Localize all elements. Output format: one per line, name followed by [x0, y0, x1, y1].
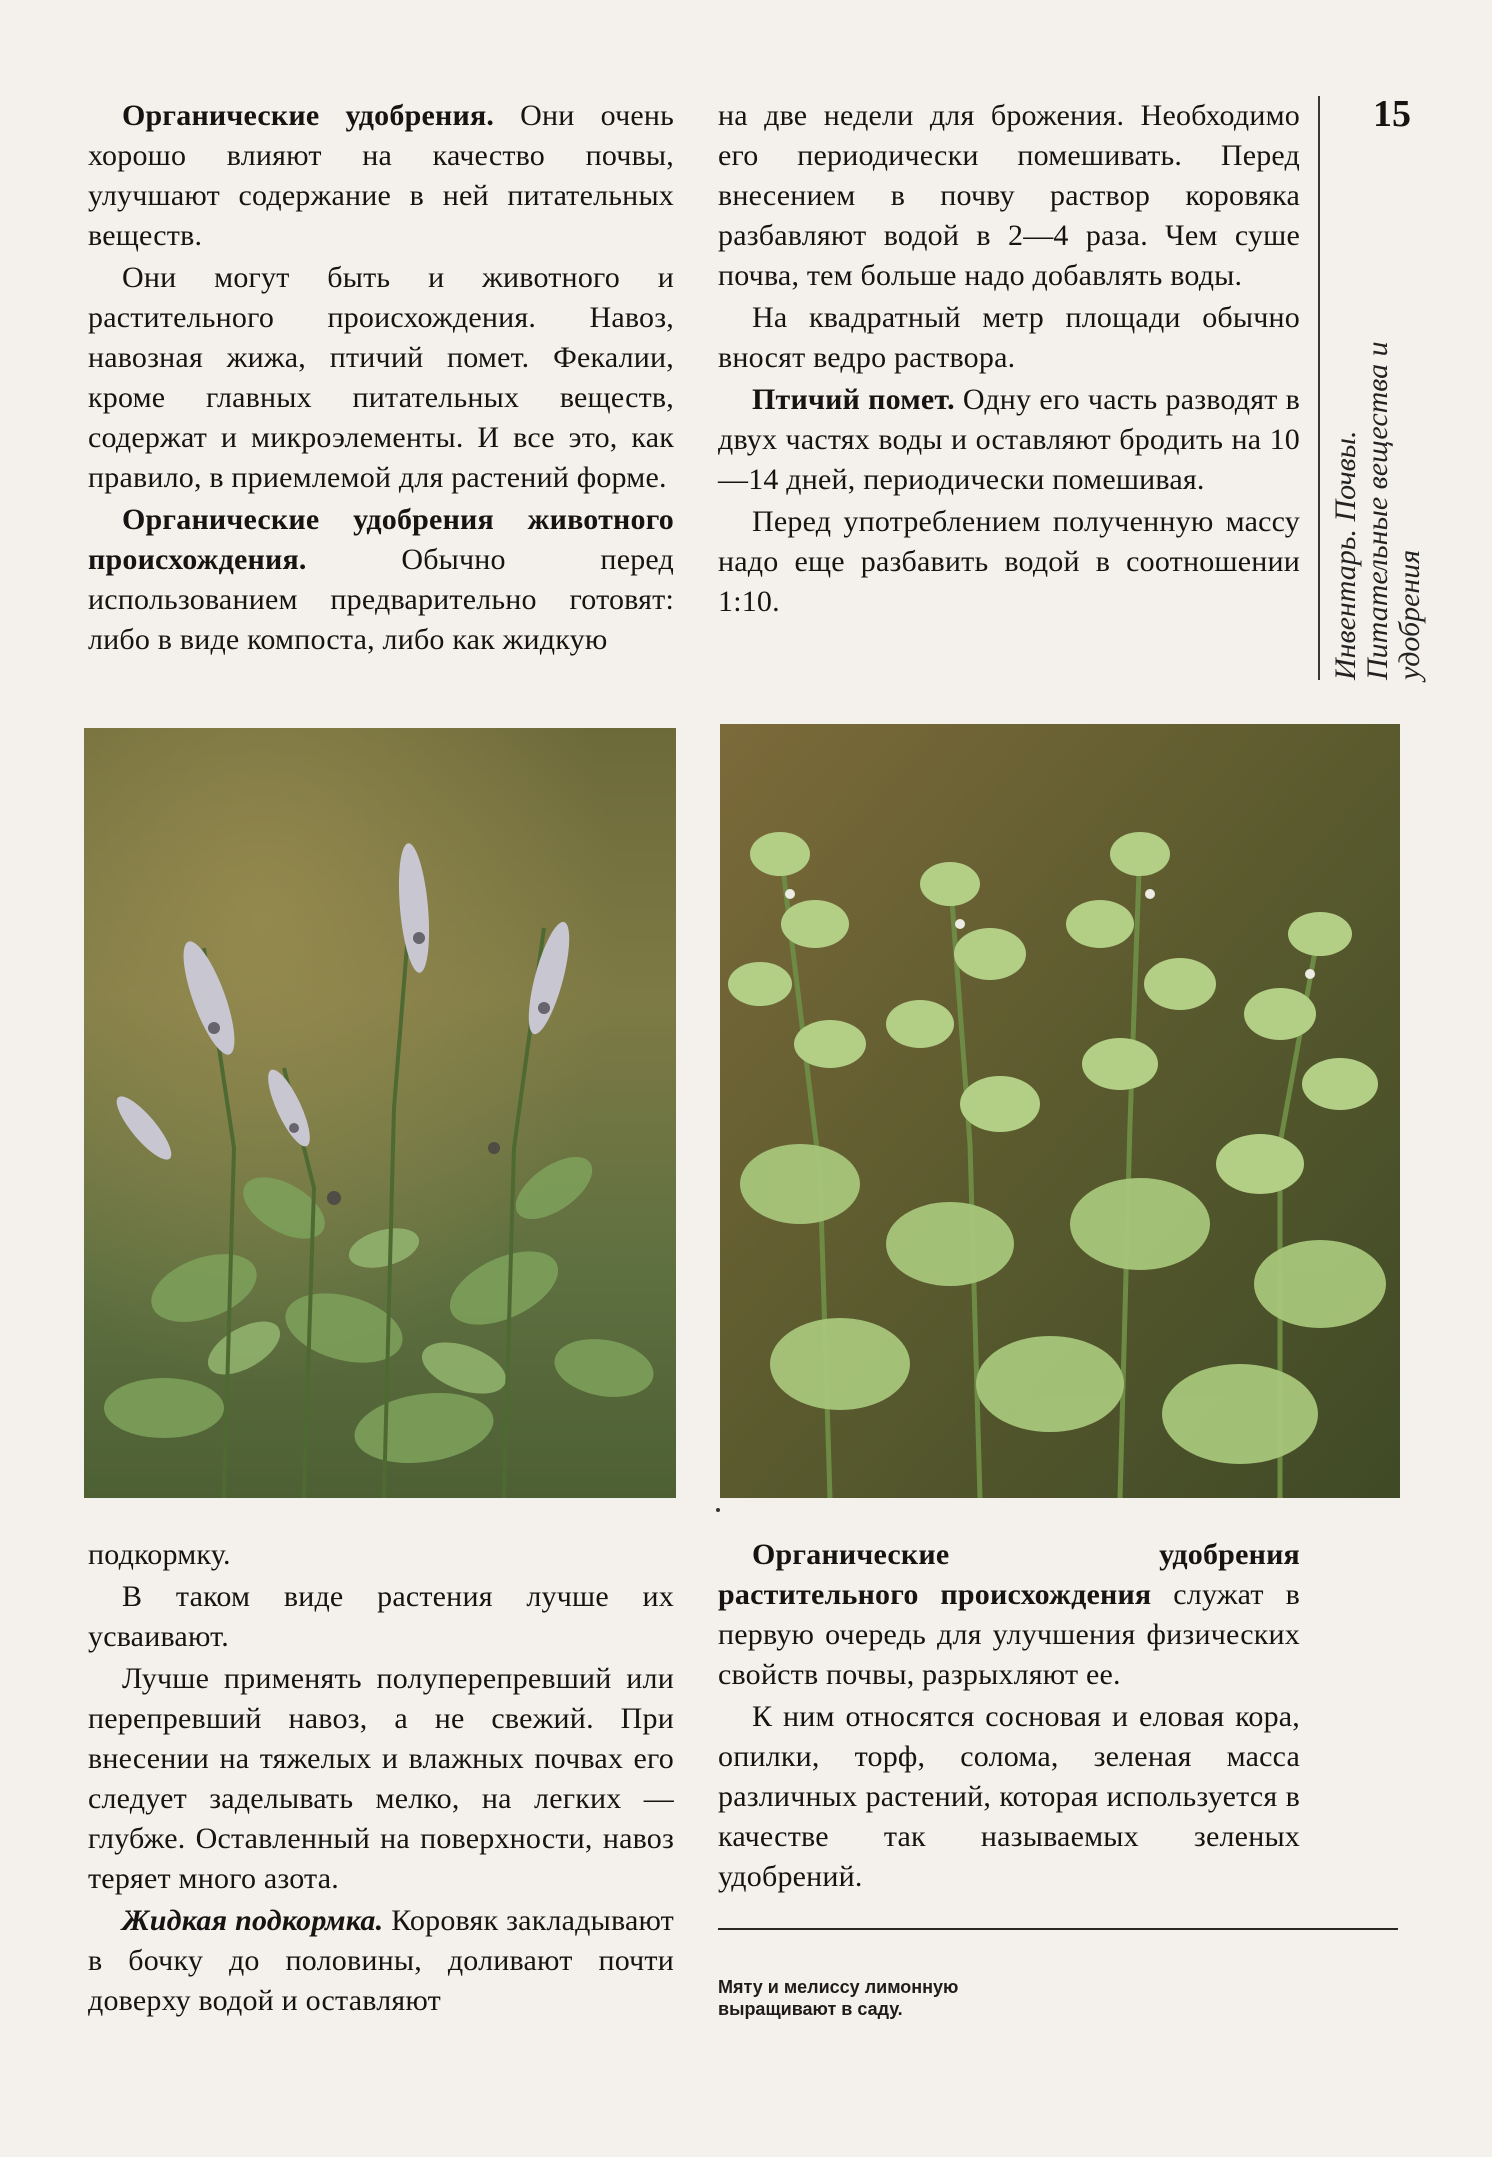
- margin-divider: [1318, 96, 1320, 680]
- paragraph: Перед употреблением полученную массу надо еще разбавить водой в соотношении 1:10.: [718, 505, 1300, 618]
- subheading: Органические удобрения растительного происхождения: [718, 1538, 1300, 1611]
- paragraph: На квадратный метр площади обычно вносят ведро раствора.: [718, 301, 1300, 374]
- paragraph: Птичий помет. Одну его часть разводят в двух частях воды и оставляют бродить на 10—14 дней, периодически помешивая.: [718, 383, 1300, 496]
- lemon-balm-photo: [720, 724, 1400, 1498]
- paragraph: К ним относятся сосновая и еловая кора, опилки, торф, солома, зеленая масса различных растений, которая используется в качестве так называемых зеленых удобрений.: [718, 1700, 1300, 1893]
- page-number: 15: [1373, 93, 1411, 135]
- running-header-vertical: Инвентарь. Почвы. Питательные вещества и удобрения: [1329, 341, 1426, 680]
- subheading: Жидкая подкормка.: [122, 1904, 384, 1937]
- paragraph: Органические удобрения растительного происхождения служат в первую очередь для улучшения физических свойств почвы, разрыхляют ее.: [718, 1538, 1300, 1691]
- subheading: Птичий помет.: [752, 383, 955, 416]
- print-speck: [716, 1508, 720, 1512]
- paragraph: на две недели для брожения. Необходимо его периодически помешивать. Перед внесением в почву раствор коровяка разбавляют водой в 2—4 раза. Чем суше почва, тем больше надо добавлять воды.: [718, 99, 1300, 292]
- paragraph: Жидкая подкормка. Коровяк закладывают в бочку до половины, доливают почти доверху водой и оставляют: [88, 1904, 674, 2017]
- paragraph: Органические удобрения. Они очень хорошо влияют на качество почвы, улучшают содержание в ней питательных веществ.: [88, 99, 675, 252]
- photo-caption: Мяту и мелиссу лимонную выращивают в саду.: [718, 1977, 959, 2019]
- paragraph: подкормку.: [88, 1538, 231, 1571]
- text-column-top-right: [718, 96, 1300, 622]
- paragraph: Органические удобрения животного происхождения. Обычно перед использованием предварительно готовят: либо в виде компоста, либо как жидкую: [88, 503, 674, 656]
- mint-plant-photo: [84, 728, 676, 1498]
- text-column-top-left: [88, 96, 674, 660]
- subheading: Органические удобрения животного происхождения.: [88, 503, 674, 576]
- text-column-bottom-right: [718, 1535, 1300, 1897]
- paragraph: В таком виде растения лучше их усваивают.: [88, 1580, 674, 1653]
- paragraph: Лучше применять полуперепревший или перепревший навоз, а не свежий. При внесении на тяжелых и влажных почвах его следует заделывать мелко, на легких — глубже. Оставленный на поверхности, навоз теряет много азота.: [88, 1662, 674, 1895]
- subheading: Органические удобрения.: [122, 99, 495, 132]
- paragraph: Они могут быть и животного и растительного происхождения. Навоз, навозная жижа, птичий помет. Фекалии, кроме главных питательных веществ, содержат и микроэлементы. И все это, как правило, в приемлемой для растений форме.: [88, 261, 674, 494]
- text-column-bottom-left: [88, 1535, 674, 2021]
- caption-rule: [718, 1928, 1398, 1930]
